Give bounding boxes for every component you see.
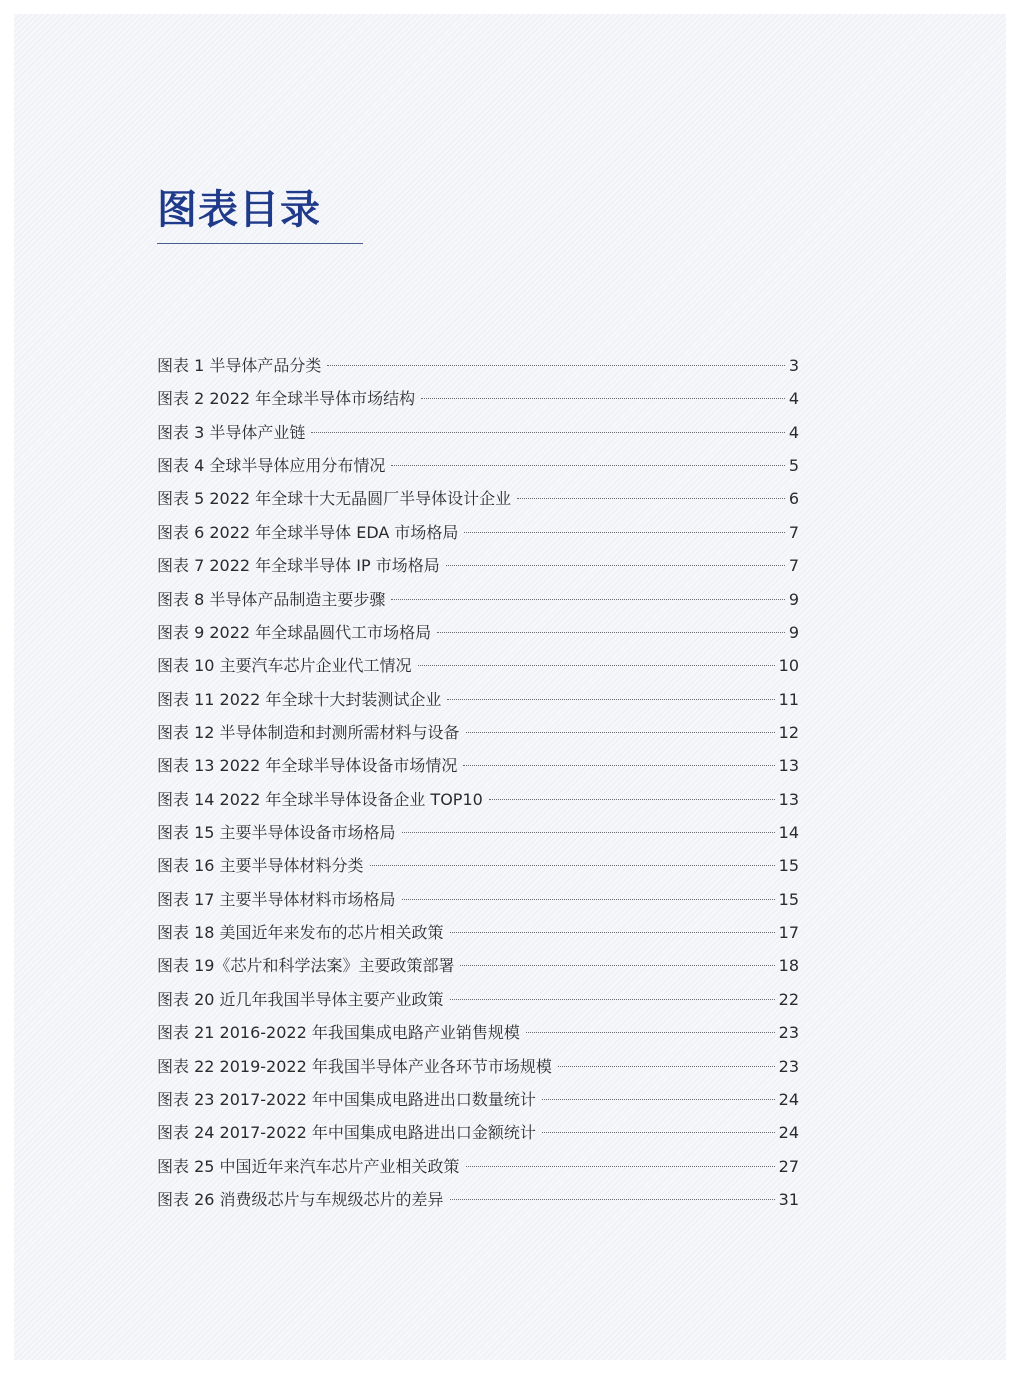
toc-entry-page: 23 (778, 1023, 799, 1043)
toc-entry[interactable] (157, 482, 799, 515)
toc-entry-page: 9 (788, 622, 799, 642)
toc-entry-page: 5 (788, 456, 799, 476)
dot-leader (370, 865, 775, 866)
dot-leader (421, 398, 785, 399)
dot-leader (466, 732, 775, 733)
dot-leader (447, 699, 774, 700)
toc-entry-label: 图表 17 主要半导体材料市场格局 (157, 889, 396, 909)
toc-entry-page: 24 (778, 1123, 799, 1143)
toc-entry-label: 图表 14 2022 年全球半导体设备企业 TOP10 (157, 789, 483, 809)
toc-entry-label: 图表 13 2022 年全球半导体设备市场情况 (157, 756, 458, 776)
toc-entry-label: 图表 3 半导体产业链 (157, 422, 306, 442)
toc-entry[interactable] (157, 883, 799, 916)
dot-leader (446, 565, 785, 566)
toc-entry[interactable] (157, 983, 799, 1016)
page-title: 图表目录 (157, 187, 321, 233)
toc-entry-page: 3 (788, 356, 799, 375)
toc-entry-label: 图表 11 2022 年全球十大封装测试企业 (157, 689, 442, 709)
toc-entry-label: 图表 25 中国近年来汽车芯片产业相关政策 (157, 1156, 460, 1176)
toc-entry[interactable] (157, 349, 799, 382)
toc-entry-page: 14 (778, 823, 799, 843)
toc-entry-label: 图表 4 全球半导体应用分布情况 (157, 456, 386, 476)
title-underline (157, 243, 363, 244)
toc-entry[interactable] (157, 583, 799, 616)
toc-entry-page: 4 (788, 422, 799, 442)
toc-entry[interactable] (157, 716, 799, 749)
toc-entry[interactable] (157, 1183, 799, 1216)
toc-entry-page: 13 (778, 789, 799, 809)
toc-entry-label: 图表 1 半导体产品分类 (157, 356, 322, 375)
toc-entry[interactable] (157, 1016, 799, 1049)
toc-entry-page: 13 (778, 756, 799, 776)
toc-entry-page: 4 (788, 389, 799, 409)
dot-leader (418, 665, 775, 666)
dot-leader (402, 832, 775, 833)
dot-leader (402, 899, 775, 900)
toc-entry-label: 图表 9 2022 年全球晶圆代工市场格局 (157, 622, 432, 642)
toc-entry-label: 图表 23 2017-2022 年中国集成电路进出口数量统计 (157, 1089, 536, 1109)
dot-leader (450, 1199, 775, 1200)
toc-entry-label: 图表 16 主要半导体材料分类 (157, 856, 364, 876)
dot-leader (558, 1066, 775, 1067)
dot-leader (327, 365, 784, 366)
toc-entry-page: 11 (778, 689, 799, 709)
dot-leader (464, 532, 784, 533)
dot-leader (450, 999, 775, 1000)
toc-entry-page: 15 (778, 856, 799, 876)
toc-entry-page: 12 (778, 722, 799, 742)
toc-entry[interactable] (157, 816, 799, 849)
toc-entry-label: 图表 10 主要汽车芯片企业代工情况 (157, 656, 412, 676)
toc-entry-label: 图表 7 2022 年全球半导体 IP 市场格局 (157, 556, 440, 576)
toc-entry[interactable] (157, 416, 799, 449)
dot-leader (437, 632, 785, 633)
toc-entry-page: 31 (778, 1189, 799, 1209)
toc-entry[interactable] (157, 783, 799, 816)
figure-list (157, 349, 799, 1216)
toc-entry-page: 9 (788, 589, 799, 609)
toc-entry[interactable] (157, 549, 799, 582)
toc-entry-page: 18 (778, 956, 799, 976)
dot-leader (466, 1166, 775, 1167)
toc-entry-label: 图表 6 2022 年全球半导体 EDA 市场格局 (157, 522, 459, 542)
toc-entry-page: 6 (788, 489, 799, 509)
toc-entry[interactable] (157, 616, 799, 649)
toc-entry-page: 22 (778, 989, 799, 1009)
dot-leader (517, 498, 785, 499)
toc-entry-page: 10 (778, 656, 799, 676)
toc-entry-page: 23 (778, 1056, 799, 1076)
toc-entry-label: 图表 24 2017-2022 年中国集成电路进出口金额统计 (157, 1123, 536, 1143)
toc-entry-label: 图表 26 消费级芯片与车规级芯片的差异 (157, 1189, 444, 1209)
toc-entry-label: 图表 20 近几年我国半导体主要产业政策 (157, 989, 444, 1009)
toc-entry[interactable] (157, 1083, 799, 1116)
toc-entry[interactable] (157, 1050, 799, 1083)
toc-entry-page: 7 (788, 556, 799, 576)
toc-entry-label: 图表 12 半导体制造和封测所需材料与设备 (157, 722, 460, 742)
toc-entry-label: 图表 8 半导体产品制造主要步骤 (157, 589, 386, 609)
dot-leader (526, 1032, 775, 1033)
toc-entry[interactable] (157, 916, 799, 949)
toc-entry[interactable] (157, 449, 799, 482)
toc-entry-label: 图表 21 2016-2022 年我国集成电路产业销售规模 (157, 1023, 520, 1043)
toc-entry-page: 27 (778, 1156, 799, 1176)
dot-leader (450, 932, 775, 933)
toc-entry[interactable] (157, 949, 799, 982)
toc-entry[interactable] (157, 849, 799, 882)
dot-leader (391, 465, 784, 466)
dot-leader (391, 599, 784, 600)
toc-entry-page: 17 (778, 923, 799, 943)
dot-leader (311, 432, 784, 433)
toc-entry-page: 7 (788, 522, 799, 542)
dot-leader (489, 799, 775, 800)
toc-entry-label: 图表 15 主要半导体设备市场格局 (157, 823, 396, 843)
dot-leader (460, 965, 774, 966)
dot-leader (542, 1132, 775, 1133)
toc-entry[interactable] (157, 1150, 799, 1183)
toc-entry[interactable] (157, 649, 799, 682)
toc-entry-label: 图表 22 2019-2022 年我国半导体产业各环节市场规模 (157, 1056, 552, 1076)
dot-leader (542, 1099, 775, 1100)
toc-entry-page: 15 (778, 889, 799, 909)
toc-entry[interactable] (157, 1116, 799, 1149)
toc-entry[interactable] (157, 749, 799, 782)
toc-entry-page: 24 (778, 1089, 799, 1109)
toc-entry-label: 图表 5 2022 年全球十大无晶圆厂半导体设计企业 (157, 489, 512, 509)
toc-entry[interactable] (157, 382, 799, 415)
toc-entry-label: 图表 18 美国近年来发布的芯片相关政策 (157, 923, 444, 943)
toc-entry[interactable] (157, 516, 799, 549)
toc-entry-label: 图表 19《芯片和科学法案》主要政策部署 (157, 956, 455, 976)
toc-entry-label: 图表 2 2022 年全球半导体市场结构 (157, 389, 416, 409)
dot-leader (463, 765, 774, 766)
toc-entry[interactable] (157, 683, 799, 716)
